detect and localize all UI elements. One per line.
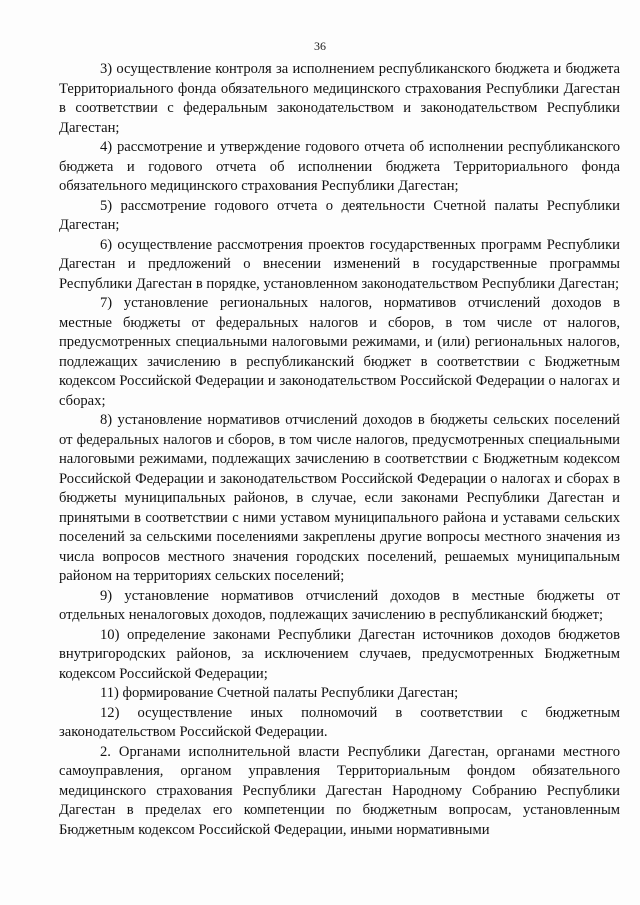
paragraph-item-3: 3) осуществление контроля за исполнением республиканского бюджета и бюджета Территориального фонда обязательного медицинского страхования Республики Дагестан в соответствии с федеральным законодательством и законодательством Республики Дагестан; xyxy=(59,61,620,136)
paragraph-section-2: 2. Органами исполнительной власти Республики Дагестан, органами местного самоуправления, органом управления Территориальным фондом обязательного медицинского страхования Республики Дагестан Народному Собранию Республики Дагестан в пределах его компетенции по бюджетным вопросам, установленным Бюджетным кодексом Российской Федерации, иными нормативными xyxy=(59,743,620,838)
paragraph-item-6: 6) осуществление рассмотрения проектов государственных программ Республики Дагестан и предложений о внесении изменений в государственные программы Республики Дагестан в порядке, установленном законодательством Республики Дагестан; xyxy=(59,236,620,292)
paragraph-item-9: 9) установление нормативов отчислений доходов в местные бюджеты от отдельных неналоговых доходов, подлежащих зачислению в республиканский бюджет; xyxy=(59,587,620,623)
paragraph-item-7: 7) установление региональных налогов, нормативов отчислений доходов в местные бюджеты от федеральных налогов и сборов, в том числе от налогов, предусмотренных специальными налоговыми режимами, и (или) региональных налогов, подлежащих зачислению в республиканский бюджет в соответствии с Бюджетным кодексом Российской Федерации и законодательством Российской Федерации о налогах и сборах; xyxy=(59,295,620,409)
document-text xyxy=(59,60,620,840)
page-number: 36 xyxy=(314,39,326,53)
paragraph-item-4: 4) рассмотрение и утверждение годового отчета об исполнении республиканского бюджета и годового отчета об исполнении бюджета Территориального фонда обязательного медицинского страхования Республики Дагестан; xyxy=(59,139,620,194)
paragraph-item-12: 12) осуществление иных полномочий в соответствии с бюджетным законодательством Российской Федерации. xyxy=(59,704,620,740)
paragraph-item-5: 5) рассмотрение годового отчета о деятельности Счетной палаты Республики Дагестан; xyxy=(59,197,620,233)
paragraph-item-8: 8) установление нормативов отчислений доходов в бюджеты сельских поселений от федеральных налогов и сборов, в том числе налогов, предусмотренных специальными налоговыми режимами, подлежащих зачислению в соответствии с Бюджетным кодексом Российской Федерации и законодательством Российской Федерации о налогах и сборах в бюджеты муниципальных районов, в случае, если законами Республики Дагестан и принятыми в соответствии с ними уставом муниципального района и уставами сельских поселений за сельскими поселениями закреплены другие вопросы местного значения из числа вопросов местного значения городских поселений, решаемых муниципальным районом на территориях сельских поселений; xyxy=(59,412,620,584)
paragraph-item-10: 10) определение законами Республики Дагестан источников доходов бюджетов внутригородских районов, за исключением случаев, предусмотренных Бюджетным кодексом Российской Федерации; xyxy=(59,626,620,682)
paragraph-item-11: 11) формирование Счетной палаты Республики Дагестан; xyxy=(100,685,459,701)
